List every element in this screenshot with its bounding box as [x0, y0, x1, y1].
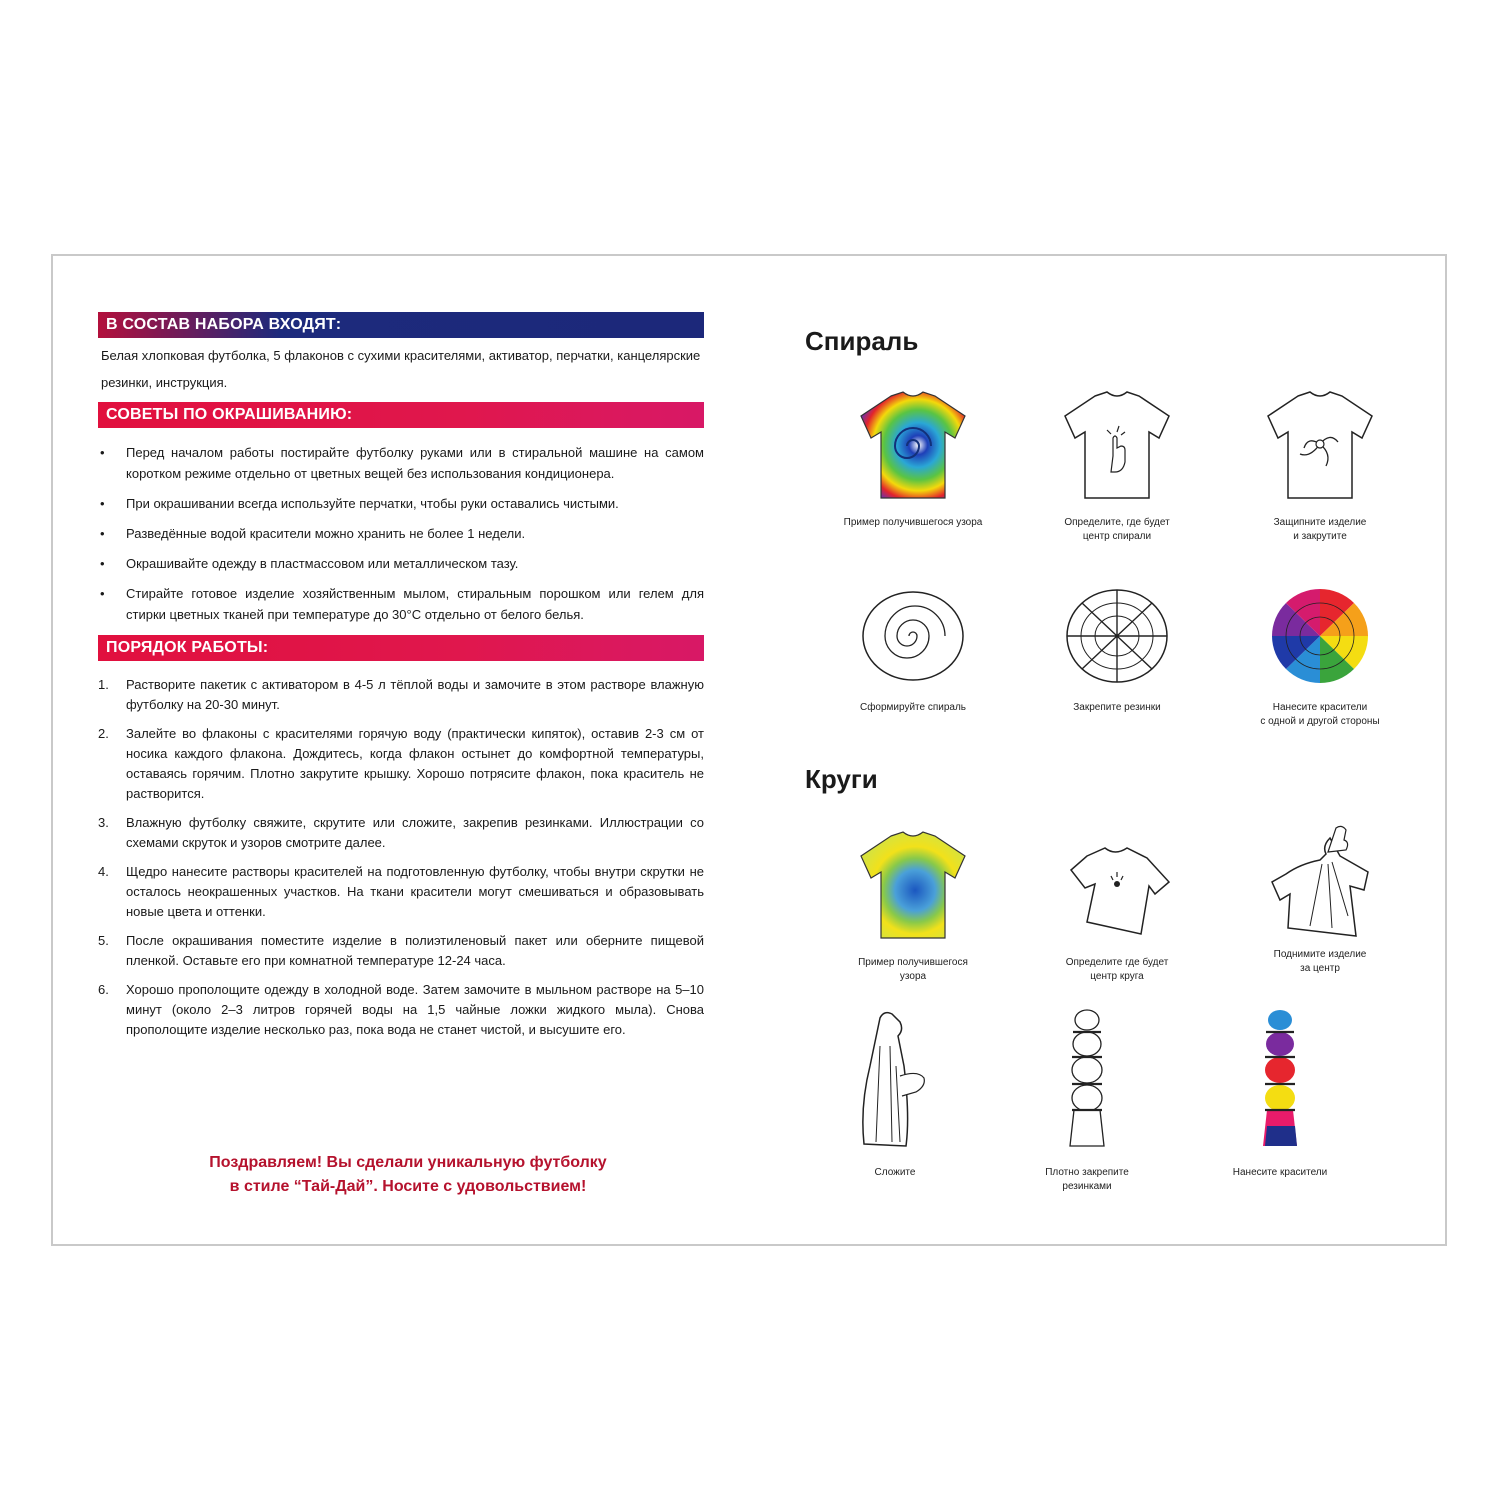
tip-item: • При окрашивании всегда используйте перчатки, чтобы руки оставались чистыми.	[98, 493, 704, 514]
spiral-step-5	[1017, 581, 1217, 715]
caption: Определите где будет центр круга	[1065, 957, 1169, 982]
caption: Плотно закрепите резинками	[1045, 1167, 1129, 1192]
caption: Пример получившегося узора	[858, 957, 968, 982]
bullet-icon: •	[100, 556, 105, 571]
spiral-step-3	[1220, 386, 1420, 544]
spiral-step-2	[1017, 386, 1217, 544]
bullet-icon: •	[100, 526, 105, 541]
step-item: 2. Залейте во флаконы с красителями горячую воду (практически кипяток), оставив 2-3 см от носика каждого флакона. Дождитесь, когда флакон остынет до комфортной температуры, оставаясь горячим. Плотно закрутите крышку. Хорошо потрясите флакон, пока краситель не растворится.	[98, 726, 704, 801]
tip-item: • Стирайте готовое изделие хозяйственным мылом, стиральным порошком или гелем для стирки цветных тканей при температуре до 30°С отдельно от белого белья.	[98, 583, 704, 625]
caption: Пример получившегося узора	[843, 517, 983, 528]
step-item: 1. Растворите пакетик с активатором в 4-5 л тёплой воды и замочите в этом растворе влажную футболку на 20-30 минут.	[98, 677, 704, 712]
tie-dye-spiral-shirt-icon	[853, 386, 973, 506]
shirt-pinch-twist-icon	[1260, 386, 1380, 506]
kit-contents: Белая хлопковая футболка, 5 флаконов с сухими красителями, активатор, перчатки, канцелярские резинки, инструкция.	[101, 348, 701, 390]
circles-step-6	[1180, 1006, 1380, 1180]
right-column	[805, 316, 1425, 1196]
tip-item: • Разведённые водой красители можно хранить не более 1 недели.	[98, 523, 704, 544]
bullet-icon: •	[100, 496, 105, 511]
circles-step-4	[795, 1006, 995, 1180]
dyed-spiral-icon	[1260, 581, 1380, 691]
circles-step-5	[987, 1006, 1187, 1194]
folded-shirt-icon	[840, 1006, 950, 1156]
circles-step-2	[1017, 826, 1217, 984]
rubber-bands-spiral-icon	[1057, 581, 1177, 691]
kit-banner: В СОСТАВ НАБОРА ВХОДЯТ:	[98, 312, 704, 338]
tips-list	[98, 442, 704, 625]
shirt-lift-center-icon	[1260, 816, 1380, 946]
caption: Определите, где будет центр спирали	[1064, 517, 1170, 542]
spiral-step-6	[1220, 581, 1420, 729]
caption: Закрепите резинки	[1073, 702, 1161, 713]
circles-step-3	[1220, 816, 1420, 976]
rubber-bands-column-icon	[1032, 1006, 1142, 1156]
steps-list	[98, 675, 704, 1040]
caption: Защипните изделие и закрутите	[1273, 517, 1367, 542]
tips-banner: СОВЕТЫ ПО ОКРАШИВАНИЮ:	[98, 402, 704, 428]
tip-item: • Перед началом работы постирайте футболку руками или в стиральной машине на самом коротком режиме отдельно от цветных вещей без использования кондиционера.	[98, 442, 704, 484]
bullet-icon: •	[100, 445, 105, 460]
circles-step-1	[813, 826, 1013, 984]
step-item: 5. После окрашивания поместите изделие в полиэтиленовый пакет или оберните пищевой пленкой. Оставьте его при комнатной температуре 12-24 часа.	[98, 933, 704, 968]
step-item: 3. Влажную футболку свяжите, скрутите или сложите, закрепив резинками. Иллюстрации со схемами скруток и узоров смотрите далее.	[98, 815, 704, 850]
left-column	[98, 312, 704, 1049]
spiral-title: Спираль	[805, 326, 919, 356]
spiral-step-1	[813, 386, 1013, 530]
tip-item: • Окрашивайте одежду в пластмассовом или металлическом тазу.	[98, 553, 704, 574]
shirt-circle-center-icon	[1057, 826, 1177, 946]
caption: Нанесите красители	[1232, 1167, 1328, 1178]
dyed-column-icon	[1225, 1006, 1335, 1156]
step-item: 4. Щедро нанесите растворы красителей на подготовленную футболку, чтобы внутри скрутки не осталось неокрашенных участков. На ткани красители могут смешиваться и образовывать новые цвета и оттенки.	[98, 864, 704, 919]
steps-banner: ПОРЯДОК РАБОТЫ:	[98, 635, 704, 661]
spiral-step-4	[813, 581, 1013, 715]
congrats-message: Поздравляем! Вы сделали уникальную футболку в стиле “Тай-Дай”. Носите с удовольствием!	[209, 1154, 607, 1195]
circles-title: Круги	[805, 764, 878, 794]
spiral-fabric-icon	[853, 581, 973, 691]
bullet-icon: •	[100, 586, 105, 601]
caption: Поднимите изделие за центр	[1273, 949, 1367, 974]
shirt-center-point-icon	[1057, 386, 1177, 506]
caption: Сложите	[874, 1167, 916, 1178]
tie-dye-circle-shirt-icon	[853, 826, 973, 946]
caption: Нанесите красители с одной и другой стороны	[1260, 702, 1380, 727]
step-item: 6. Хорошо прополощите одежду в холодной воде. Затем замочите в мыльном растворе на 5–10 минут (около 2–3 литров горячей воды на 1,5 чайные ложки жидкого мыла). Снова прополощите изделие несколько раз, пока вода не станет чистой, и высушите его.	[98, 982, 704, 1037]
caption: Сформируйте спираль	[859, 702, 967, 713]
instruction-sheet	[51, 254, 1447, 1246]
